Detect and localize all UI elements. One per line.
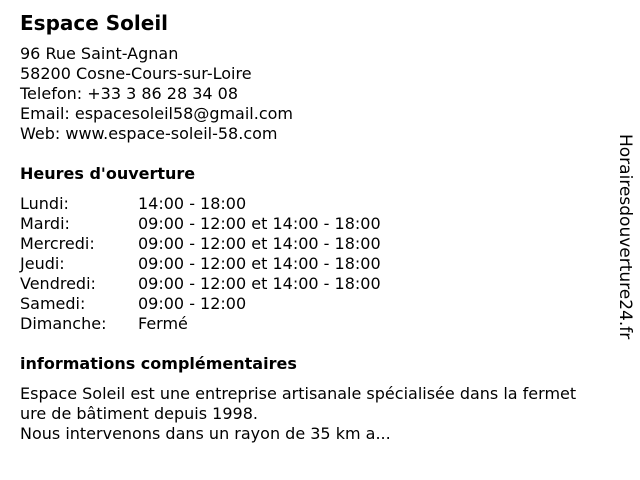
additional-info-heading: informations complémentaires [20, 354, 297, 373]
hours-row-wednesday [20, 234, 381, 254]
address-street: 96 Rue Saint-Agnan [20, 44, 179, 63]
watermark-text: Horairesdouverture24.fr [615, 134, 635, 340]
email-line: Email: espacesoleil58@gmail.com [20, 104, 294, 123]
business-name: Espace Soleil [20, 11, 169, 35]
time-value: 09:00 - 12:00 [138, 294, 247, 313]
day-label: Mercredi: [20, 234, 95, 253]
hours-row-tuesday [20, 214, 381, 234]
opening-hours-heading: Heures d'ouverture [20, 164, 196, 183]
additional-info-text [20, 384, 625, 444]
phone-line: Telefon: +33 3 86 28 34 08 [20, 84, 239, 103]
day-label: Vendredi: [20, 274, 96, 293]
time-value: 09:00 - 12:00 et 14:00 - 18:00 [138, 214, 381, 233]
info-line-1: Espace Soleil est une entreprise artisanale spécialisée dans la fermet [20, 384, 577, 403]
time-value: 14:00 - 18:00 [138, 194, 247, 213]
contact-block [20, 44, 293, 144]
day-label: Samedi: [20, 294, 86, 313]
hours-row-monday [20, 194, 381, 214]
opening-hours-table [20, 194, 381, 334]
hours-row-sunday [20, 314, 381, 334]
day-label: Lundi: [20, 194, 69, 213]
day-label: Dimanche: [20, 314, 107, 333]
web-line: Web: www.espace-soleil-58.com [20, 124, 278, 143]
time-value: Fermé [138, 314, 188, 333]
time-value: 09:00 - 12:00 et 14:00 - 18:00 [138, 274, 381, 293]
hours-row-saturday [20, 294, 381, 314]
address-city: 58200 Cosne-Cours-sur-Loire [20, 64, 252, 83]
watermark [612, 134, 636, 374]
day-label: Mardi: [20, 214, 70, 233]
hours-row-friday [20, 274, 381, 294]
day-label: Jeudi: [20, 254, 65, 273]
info-line-3: Nous intervenons dans un rayon de 35 km a... [20, 424, 391, 443]
info-line-2: ure de bâtiment depuis 1998. [20, 404, 258, 423]
time-value: 09:00 - 12:00 et 14:00 - 18:00 [138, 254, 381, 273]
hours-row-thursday [20, 254, 381, 274]
time-value: 09:00 - 12:00 et 14:00 - 18:00 [138, 234, 381, 253]
